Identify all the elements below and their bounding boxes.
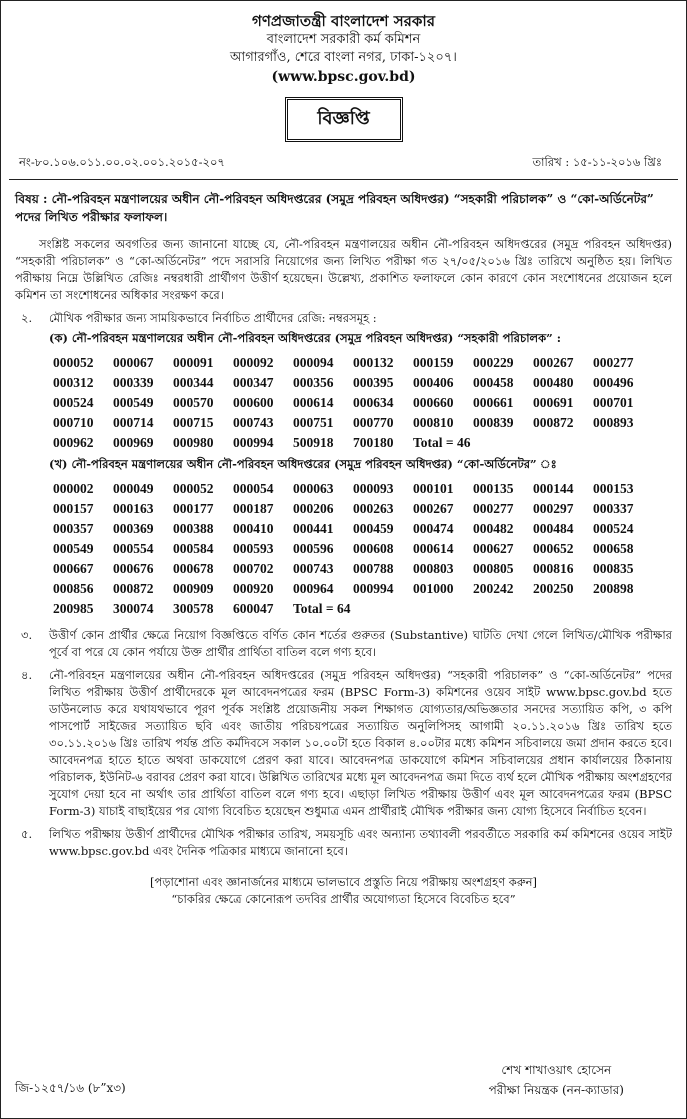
registration-number: 000297 [533, 501, 574, 516]
registration-number: 000661 [473, 395, 514, 410]
item-text: উত্তীর্ণ কোন প্রার্থীর ক্ষেত্রে নিয়োগ বিজ্ঞপ্তিতে বর্ণিত কোন শর্তের গুরুতর (Substantive) ঘাটতি দেখা গেলে লিখিত/মৌখিক পরীক্ষার পূর্বে বা পরে যে কোন পর্যায়ে উক্ত প্রার্থীর প্রার্থিতা বাতিল বলে গণ্য হবে। [49, 628, 672, 659]
section-b-numbers [53, 479, 672, 619]
registration-number: 300074 [113, 601, 154, 616]
registration-number: 000337 [593, 501, 634, 516]
item-text: মৌখিক পরীক্ষার জন্য সাময়িকভাবে নির্বাচিত প্রার্থীদের রেজি: নম্বরসমূহ : [49, 311, 377, 325]
item-number: ৪. [21, 668, 33, 682]
website: (www.bpsc.gov.bd) [271, 69, 416, 85]
registration-number: 000872 [533, 415, 574, 430]
registration-number: 000153 [593, 481, 634, 496]
memo-line [19, 154, 662, 173]
registration-number: 000369 [113, 521, 154, 536]
registration-number: 000091 [173, 355, 214, 370]
item-4 [15, 667, 672, 820]
registration-number: 000356 [293, 375, 334, 390]
registration-number: 000715 [173, 415, 214, 430]
item-text: লিখিত পরীক্ষায় উত্তীর্ণ প্রার্থীদের মৌখিক পরীক্ষার তারিখ, সময়সূচি এবং অন্যান্য তথ্যাবলী পরবর্তীতে সরকারি কর্ম কমিশনের ওয়েব সাইট www.bpsc.gov.bd এবং দৈনিক পত্রিকার মাধ্যমে জানানো হবে। [49, 827, 672, 858]
registration-number: 000702 [233, 561, 274, 576]
registration-number: 000994 [233, 435, 274, 450]
registration-number: 000909 [173, 581, 214, 596]
registration-number: 000676 [113, 561, 154, 576]
registration-number: 000584 [173, 541, 214, 556]
signature-block [489, 1060, 624, 1100]
registration-number: 000691 [533, 395, 574, 410]
footer-note-lobbying: “চাকরির ক্ষেত্রে কোনোরূপ তদবির প্রার্থীর অযোগ্যতা হিসেবে বিবেচিত হবে” [171, 892, 516, 906]
registration-number: 000751 [293, 415, 334, 430]
registration-number: 200985 [53, 601, 94, 616]
registration-number: 000496 [593, 375, 634, 390]
registration-number: 000480 [533, 375, 574, 390]
registration-number: 000388 [173, 521, 214, 536]
registration-number: 000052 [53, 355, 94, 370]
registration-number: 000049 [113, 481, 154, 496]
signatory-title: পরীক্ষা নিয়ন্ত্রক (নন-ক্যাডার) [488, 1083, 624, 1097]
memo-number: নং-৮০.১০৬.০১১.০০.০২.০০১.২০১৫-২০৭ [19, 155, 225, 169]
registration-number: 000052 [173, 481, 214, 496]
registration-number: 000835 [593, 561, 634, 576]
registration-number: 000177 [173, 501, 214, 516]
item-number: ২. [21, 311, 33, 325]
registration-number: 000459 [353, 521, 394, 536]
registration-number: 000524 [593, 521, 634, 536]
registration-number: 000964 [293, 581, 334, 596]
registration-number: 000634 [353, 395, 394, 410]
intro-paragraph: সংশ্লিষ্ট সকলের অবগতির জন্য জানানো যাচ্ছে যে, নৌ-পরিবহন মন্ত্রণালয়ের অধীন নৌ-পরিবহন অধিদপ্তরের (সমুদ্র পরিবহন অধিদপ্তর) “সহকারী পরিচালক” ও “কো-অর্ডিনেটর” পদে সরাসরি নিয়োগের জন্য লিখিত পরীক্ষা গত ২৭/০৫/২০১৬ খ্রিঃ তারিখে অনুষ্ঠিত হয়। লিখিত পরীক্ষায় নিম্নে উল্লিখিত রেজিঃ নম্বরধারী প্রার্থীগণ উত্তীর্ণ হয়েছেন। উল্লেখ্য, প্রকাশিত ফলাফলে কোন কারণে কোন সংশোধনের প্রয়োজন হলে কমিশন তা সংশোধনের অধিকার সংরক্ষণ করে। [15, 237, 672, 302]
registration-number: 000312 [53, 375, 94, 390]
registration-number: 000063 [293, 481, 334, 496]
registration-number: 000002 [53, 481, 94, 496]
registration-number: 000805 [473, 561, 514, 576]
registration-number: 000524 [53, 395, 94, 410]
registration-number: 000339 [113, 375, 154, 390]
item-2 [15, 310, 672, 621]
registration-number: 000962 [53, 435, 94, 450]
subject-line: বিষয় : নৌ-পরিবহন মন্ত্রণালয়ের অধীন নৌ-পরিবহন অধিদপ্তরের (সমুদ্র পরিবহন অধিদপ্তর) “সহকারী পরিচালক” ও “কো-অর্ডিনেটর” পদের লিখিত পরীক্ষার ফলাফল। [15, 192, 654, 224]
registration-number: 000652 [533, 541, 574, 556]
registration-number: 000094 [293, 355, 334, 370]
registration-number: 000770 [353, 415, 394, 430]
divider [9, 179, 678, 180]
footer-note-preparation: [পড়াশোনা এবং জ্ঞানার্জনের মাধ্যমে ভালভাবে প্রস্তুতি নিয়ে পরীক্ষায় অংশগ্রহণ করুন] [149, 875, 538, 889]
registration-number: 000054 [233, 481, 274, 496]
registration-number: 000593 [233, 541, 274, 556]
registration-number: 000554 [113, 541, 154, 556]
registration-number: 000206 [293, 501, 334, 516]
item-3 [15, 627, 672, 661]
registration-number: 000788 [353, 561, 394, 576]
registration-number: 000163 [113, 501, 154, 516]
registration-number: 000144 [533, 481, 574, 496]
registration-number: 000344 [173, 375, 214, 390]
registration-number: 000229 [473, 355, 514, 370]
reference-code: জি-১২৫৭/১৬ (৮”x৩) [15, 1081, 126, 1095]
item-number: ৩. [21, 628, 33, 642]
registration-number: 000410 [233, 521, 274, 536]
registration-number: 000872 [113, 581, 154, 596]
registration-number: 000710 [53, 415, 94, 430]
registration-number: 000549 [113, 395, 154, 410]
section-a-heading: (ক) নৌ-পরিবহন মন্ত্রণালয়ের অধীন নৌ-পরিবহন অধিদপ্তরের (সমুদ্র পরিবহন অধিদপ্তর) “সহকারী পরিচালক” : [49, 331, 562, 345]
section-a-numbers [53, 353, 672, 453]
registration-number: 000658 [593, 541, 634, 556]
registration-number: 000596 [293, 541, 334, 556]
registration-number: 700180 [353, 435, 394, 450]
registration-number: 000614 [413, 541, 454, 556]
registration-number: 000678 [173, 561, 214, 576]
registration-number: 000660 [413, 395, 454, 410]
item-text: নৌ-পরিবহন মন্ত্রণালয়ের অধীন নৌ-পরিবহন অধিদপ্তরের (সমুদ্র পরিবহন অধিদপ্তর) “সহকারী পরিচালক” ও “কো-অর্ডিনেটর” পদের লিখিত পরীক্ষায় উত্তীর্ণ প্রার্থীদেরকে মূল আবেদনপত্রের ফরম (BPSC Form-3) কমিশনের ওয়েব সাইট www.bpsc.gov.bd হতে ডাউনলোড করে যথাযথভাবে পূরণ পূর্বক সংশ্লিষ্ট প্রয়োজনীয় সকল শিক্ষাগত যোগ্যতার/অভিজ্ঞতার সনদের সত্যায়িত কপি, ৩ কপি পাসপোর্ট সাইজের সত্যায়িত ছবি এবং জাতীয় পরিচয়পত্রের সত্যায়িত অনুলিপিসহ আগামী ২০.১১.২০১৬ খ্রিঃ তারিখ হতে ৩০.১১.২০১৬ খ্রিঃ তারিখ পর্যন্ত প্রতি কর্মদিবসে সকাল ১০.০০টা হতে বিকাল ৪.০০টার মধ্যে কমিশন সচিবালয়ে জমা প্রদান করতে হবে। আবেদনপত্র হাতে হাতে অথবা ডাকযোগে প্রেরণ করা যাবে। আবেদনপত্র ডাকযোগে কমিশন সচিবালয়ের প্রধান কার্যালয়ের ঠিকানায় পরিচালক, ইউনিট-৬ বরাবর প্রেরণ করা যাবে। উল্লিখিত তারিখের মধ্যে মূল আবেদনপত্র জমা দিতে ব্যর্থ হলে মৌখিক পরীক্ষায় অংশগ্রহণের সুযোগ দেয়া হবে না অর্থাৎ তার প্রার্থিতা বাতিল বলে গণ্য হবে। এছাড়া লিখিত পরীক্ষায় উত্তীর্ণ এবং মূল আবেদনপত্রের ফরম (BPSC Form-3) যাচাই বাছাইয়ের পর যোগ্য বিবেচিত হয়েছেন শুধুমাত্র এমন প্রার্থীরাই মৌখিক পরীক্ষার জন্য যোগ্য হিসেবে নির্বাচিত হবেন। [49, 668, 672, 818]
registration-number: 000714 [113, 415, 154, 430]
registration-number: 000135 [473, 481, 514, 496]
registration-number: 000816 [533, 561, 574, 576]
registration-number: 000600 [233, 395, 274, 410]
registration-number: 000441 [293, 521, 334, 536]
registration-number: 200242 [473, 581, 514, 596]
registration-number: 000994 [353, 581, 394, 596]
registration-number: 000743 [233, 415, 274, 430]
registration-number: 000549 [53, 541, 94, 556]
registration-number: 000277 [593, 355, 634, 370]
registration-number: 000067 [113, 355, 154, 370]
registration-number: 000614 [293, 395, 334, 410]
registration-number: 000132 [353, 355, 394, 370]
registration-number: 000406 [413, 375, 454, 390]
registration-number: 000395 [353, 375, 394, 390]
registration-number: 200250 [533, 581, 574, 596]
commission-address: আগারগাঁও, শেরে বাংলা নগর, ঢাকা-১২০৭। [230, 50, 457, 65]
registration-number: 000608 [353, 541, 394, 556]
registration-number: 001000 [413, 581, 454, 596]
registration-number: 000810 [413, 415, 454, 430]
registration-number: 200898 [593, 581, 634, 596]
section-b-heading: (খ) নৌ-পরিবহন মন্ত্রণালয়ের অধীন নৌ-পরিবহন অধিদপ্তরের (সমুদ্র পরিবহন অধিদপ্তর) “কো-অর্ডিনেটর” ঃ [49, 457, 557, 471]
footer-notes [41, 874, 646, 908]
registration-number: 000092 [233, 355, 274, 370]
registration-number: 000920 [233, 581, 274, 596]
registration-number: 000484 [533, 521, 574, 536]
registration-number: 000267 [413, 501, 454, 516]
registration-number: 000187 [233, 501, 274, 516]
registration-number: 000969 [113, 435, 154, 450]
registration-number: 600047 [233, 601, 274, 616]
item-number: ৫. [21, 827, 33, 841]
registration-number: 000803 [413, 561, 454, 576]
registration-number: 000701 [593, 395, 634, 410]
signatory-name: শেখ শাখাওয়াৎ হোসেন [501, 1063, 612, 1077]
registration-number: 000482 [473, 521, 514, 536]
registration-number: 500918 [293, 435, 334, 450]
commission-name: বাংলাদেশ সরকারী কর্ম কমিশন [266, 32, 421, 47]
registration-number: 000159 [413, 355, 454, 370]
registration-number: 000267 [533, 355, 574, 370]
letterhead [1, 11, 686, 87]
registration-number: 000101 [413, 481, 454, 496]
registration-number: 000157 [53, 501, 94, 516]
registration-number: 000347 [233, 375, 274, 390]
registration-number: 000667 [53, 561, 94, 576]
registration-number: 000570 [173, 395, 214, 410]
registration-number: 000093 [353, 481, 394, 496]
registration-number: 000277 [473, 501, 514, 516]
total-count: Total = 64 [293, 601, 351, 616]
notice-date: তারিখ : ১৫-১১-২০১৬ খ্রিঃ [532, 155, 662, 169]
registration-number: 300578 [173, 601, 214, 616]
registration-number: 000743 [293, 561, 334, 576]
registration-number: 000839 [473, 415, 514, 430]
item-5 [15, 826, 672, 860]
registration-number: 000980 [173, 435, 214, 450]
notice-title: বিজ্ঞপ্তি [285, 97, 403, 142]
total-count: Total = 46 [413, 435, 471, 450]
registration-number: 000474 [413, 521, 454, 536]
registration-number: 000893 [593, 415, 634, 430]
registration-number: 000263 [353, 501, 394, 516]
government-title: গণপ্রজাতন্ত্রী বাংলাদেশ সরকার [252, 12, 435, 30]
registration-number: 000458 [473, 375, 514, 390]
registration-number: 000627 [473, 541, 514, 556]
registration-number: 000357 [53, 521, 94, 536]
registration-number: 000856 [53, 581, 94, 596]
